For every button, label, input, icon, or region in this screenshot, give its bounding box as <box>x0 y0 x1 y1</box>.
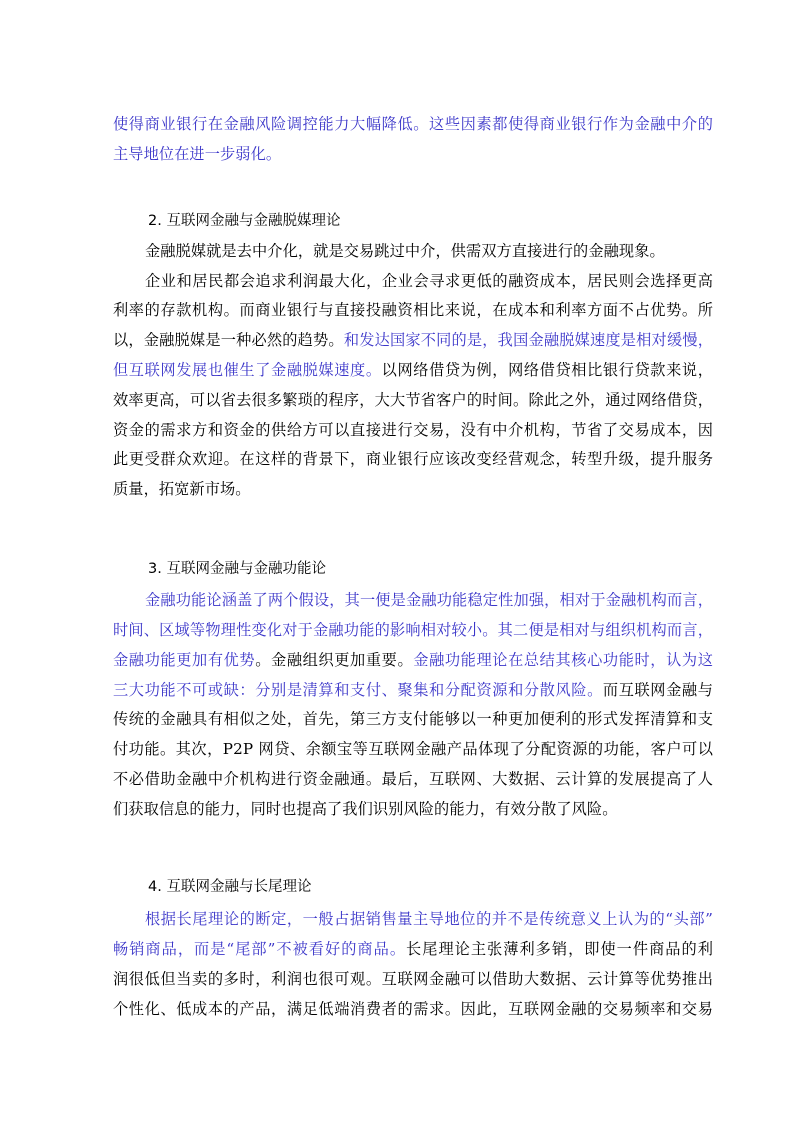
section-heading-2: 2. 互联网金融与金融脱媒理论 <box>148 213 341 229</box>
paragraph-line <box>113 479 713 499</box>
paragraph-line <box>113 360 713 380</box>
paragraph-line <box>113 709 713 729</box>
paragraph-line <box>113 114 713 134</box>
highlighted-text-segment: 金融功能理论在总结其核心功能时，认为这 <box>413 651 714 669</box>
paragraph-line <box>113 330 713 350</box>
section-heading-4: 4. 互联网金融与长尾理论 <box>148 879 312 895</box>
text-segment: 质量，拓宽新市场。 <box>113 480 251 498</box>
paragraph-line <box>113 420 713 440</box>
paragraph-line <box>145 271 713 291</box>
highlighted-text-segment: 金融功能论涵盖了两个假设，其一便是金融功能稳定性加强，相对于金融机构而言， <box>145 591 713 609</box>
text-segment: 此更受群众欢迎。在这样的背景下，商业银行应该改变经营观念，转型升级，提升服务 <box>113 450 713 468</box>
text-segment: 不必借助金融中介机构进行资金融通。最后，互联网、大数据、云计算的发展提高了人 <box>113 770 713 788</box>
highlighted-text-segment: 时间、区域等物理性变化对于金融功能的影响相对较小。其二便是相对与组织机构而言， <box>113 621 713 639</box>
paragraph-line <box>145 909 713 929</box>
text-segment: 传统的金融具有相似之处，首先，第三方支付能够以一种更加便利的形式发挥清算和支 <box>113 710 713 728</box>
text-segment: 以网络借贷为例，网络借贷相比银行贷款来说， <box>381 361 713 379</box>
paragraph-line <box>113 999 713 1019</box>
text-segment: 润很低但当卖的多时，利润也很可观。互联网金融可以借助大数据、云计算等优势推出 <box>113 970 713 988</box>
text-segment: 长尾理论主张薄利多销，即使一件商品的利 <box>406 940 713 958</box>
paragraph-line <box>113 300 713 320</box>
text-segment: 付功能。其次，P2P 网贷、余额宝等互联网金融产品体现了分配资源的功能，客户可以 <box>113 740 713 758</box>
section-heading-3: 3. 互联网金融与金融功能论 <box>148 561 326 577</box>
text-segment: 以，金融脱媒是一种必然的趋势。 <box>113 331 344 349</box>
highlighted-text-segment: 主导地位在进一步弱化。 <box>113 145 282 163</box>
text-segment: 。金融组织更加重要。 <box>255 651 414 669</box>
paragraph-line <box>113 680 713 700</box>
paragraph-line <box>113 449 713 469</box>
paragraph-line <box>145 241 713 261</box>
highlighted-text-segment: 根据长尾理论的断定，一般占据销售量主导地位的并不是传统意义上认为的“头部” <box>145 910 713 928</box>
paragraph-line <box>113 739 713 759</box>
text-segment: 企业和居民都会追求利润最大化，企业会寻求更低的融资成本，居民则会选择更高 <box>145 272 713 290</box>
paragraph-line <box>113 969 713 989</box>
highlighted-text-segment: 但互联网发展也催生了金融脱媒速度。 <box>113 361 382 379</box>
highlighted-text-segment: 和发达国家不同的是，我国金融脱媒速度是相对缓慢， <box>343 331 714 349</box>
highlighted-text-segment: 金融功能更加有优势 <box>113 651 256 669</box>
paragraph-line <box>113 144 713 164</box>
text-segment: 金融脱媒就是去中介化，就是交易跳过中介，供需双方直接进行的金融现象。 <box>145 242 665 260</box>
paragraph-line <box>113 769 713 789</box>
paragraph-line <box>145 590 713 610</box>
paragraph-line <box>113 620 713 640</box>
paragraph-line <box>113 939 713 959</box>
highlighted-text-segment: 畅销商品，而是“尾部”不被看好的商品。 <box>113 940 407 958</box>
text-segment: 资金的需求方和资金的供给方可以直接进行交易，没有中介机构，节省了交易成本，因 <box>113 421 713 439</box>
highlighted-text-segment: 三大功能不可或缺：分别是清算和支付、聚集和分配资源和分散风险。 <box>113 681 603 699</box>
highlighted-text-segment: 使得商业银行在金融风险调控能力大幅降低。这些因素都使得商业银行作为金融中介的 <box>113 115 713 133</box>
text-segment: 而互联网金融与 <box>602 681 713 699</box>
text-segment: 们获取信息的能力，同时也提高了我们识别风险的能力，有效分散了风险。 <box>113 800 618 818</box>
paragraph-line <box>113 799 713 819</box>
paragraph-line <box>113 650 713 670</box>
text-segment: 利率的存款机构。而商业银行与直接投融资相比来说，在成本和利率方面不占优势。所 <box>113 301 713 319</box>
paragraph-line <box>113 390 713 410</box>
text-segment: 个性化、低成本的产品，满足低端消费者的需求。因此，互联网金融的交易频率和交易 <box>113 1000 713 1018</box>
text-segment: 效率更高，可以省去很多繁琐的程序，大大节省客户的时间。除此之外，通过网络借贷， <box>113 391 713 409</box>
